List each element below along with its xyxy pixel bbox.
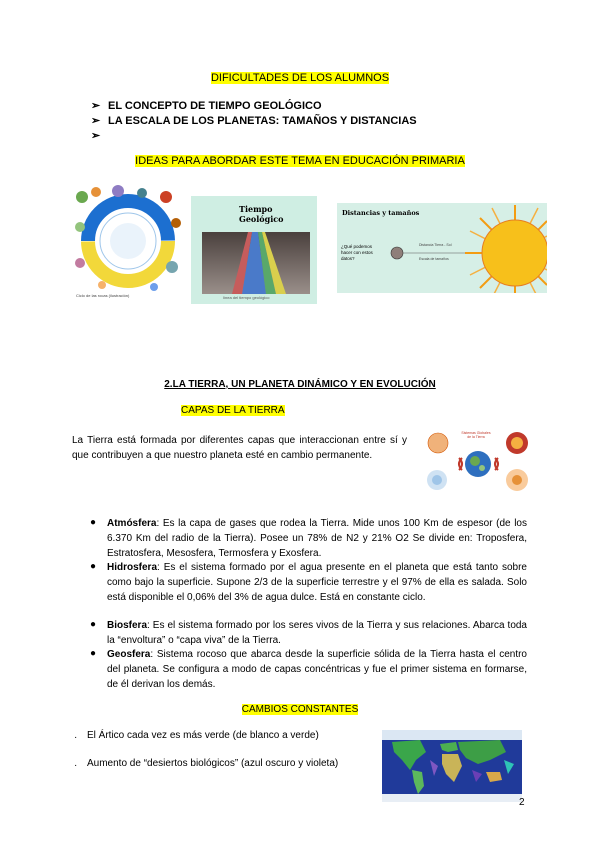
geologic-time-figure — [191, 196, 317, 304]
changes-heading: CAMBIOS CONSTANTES — [241, 704, 359, 715]
difficulty-item-1: ➢ EL CONCEPTO DE TIEMPO GEOLÓGICO — [91, 100, 322, 112]
dot-marker: · — [74, 760, 78, 771]
distances-note-2: Escala de tamaños — [419, 257, 449, 261]
distances-note-1: Distancia Tierra - Sol — [419, 243, 452, 247]
distances-figure — [337, 203, 547, 293]
section-subtitle: CAPAS DE LA TIERRA — [181, 405, 285, 416]
distances-question: ¿Qué podemos hacer con estos datos? — [341, 244, 373, 261]
bullet-marker: ● — [90, 517, 97, 528]
rock-cycle-figure — [72, 183, 183, 302]
world-map-figure — [382, 730, 522, 802]
ideas-heading: IDEAS PARA ABORDAR ESTE TEMA EN EDUCACIÓN PRIMARIA — [135, 155, 465, 167]
rock-cycle-caption: Ciclo de las rocas (ilustración) — [76, 293, 130, 298]
difficulty-item-3: ➢ — [91, 130, 101, 142]
geologic-time-title: Tiempo Geológico — [239, 204, 284, 224]
intro-paragraph: La Tierra está formada por diferentes capas que interaccionan entre sí y que contribuyen a que nuestro planeta esté en cambio permanente. — [72, 435, 407, 461]
bullet-marker: ● — [90, 561, 97, 572]
earth-systems-title: Sistemas Globales de la Tierra — [461, 431, 491, 439]
distances-title: Distancias y tamaños — [342, 209, 420, 217]
geologic-time-caption: línea del tiempo geológico — [223, 295, 270, 300]
bullet-marker: ● — [90, 619, 97, 630]
section-title: 2.LA TIERRA, UN PLANETA DINÁMICO Y EN EVOLUCIÓN — [164, 379, 436, 390]
layer-item-biosfera: Biosfera: Es el sistema formado por los seres vivos de la Tierra y sus relaciones. Abarca toda la “envoltura” o “capa viva” de la Tierra. — [107, 620, 527, 647]
page-number: 2 — [519, 797, 525, 808]
dot-marker: · — [74, 732, 78, 743]
layer-item-hidrosfera: Hidrosfera: Es el sistema formado por el agua presente en el planeta que está tanto sobre como bajo la superficie. Supone 2/3 de la superficie terrestre y el 97% de ella es salada. Solo está disponible el 0,06% del 3% de agua dulce. Está en constante ciclo. — [107, 562, 527, 604]
layer-item-atmosfera: Atmósfera: Es la capa de gases que rodea la Tierra. Mide unos 100 Km de espesor (de los 6.370 Km del radio de la Tierra). Posee un 78% de N2 y 21% O2 Se divide en: Troposfera, Estratosfera, Mesosfera, Termosfera y Exosfera. — [107, 518, 527, 560]
bullet-marker: ● — [90, 648, 97, 659]
earth-systems-figure — [419, 428, 531, 498]
difficulties-heading: DIFICULTADES DE LOS ALUMNOS — [210, 72, 390, 84]
difficulty-item-2: ➢ LA ESCALA DE LOS PLANETAS: TAMAÑOS Y DISTANCIAS — [91, 115, 417, 127]
layer-item-geosfera: Geosfera: Sistema rocoso que abarca desde la superficie sólida de la Tierra hasta el centro del planeta. Se configura a modo de capas concéntricas y fue el primer sistema en formarse, de él derivan los demás. — [107, 649, 527, 691]
change-item-1: El Ártico cada vez es más verde (de blanco a verde) — [87, 730, 319, 741]
change-item-2: Aumento de “desiertos biológicos” (azul oscuro y violeta) — [87, 758, 339, 769]
